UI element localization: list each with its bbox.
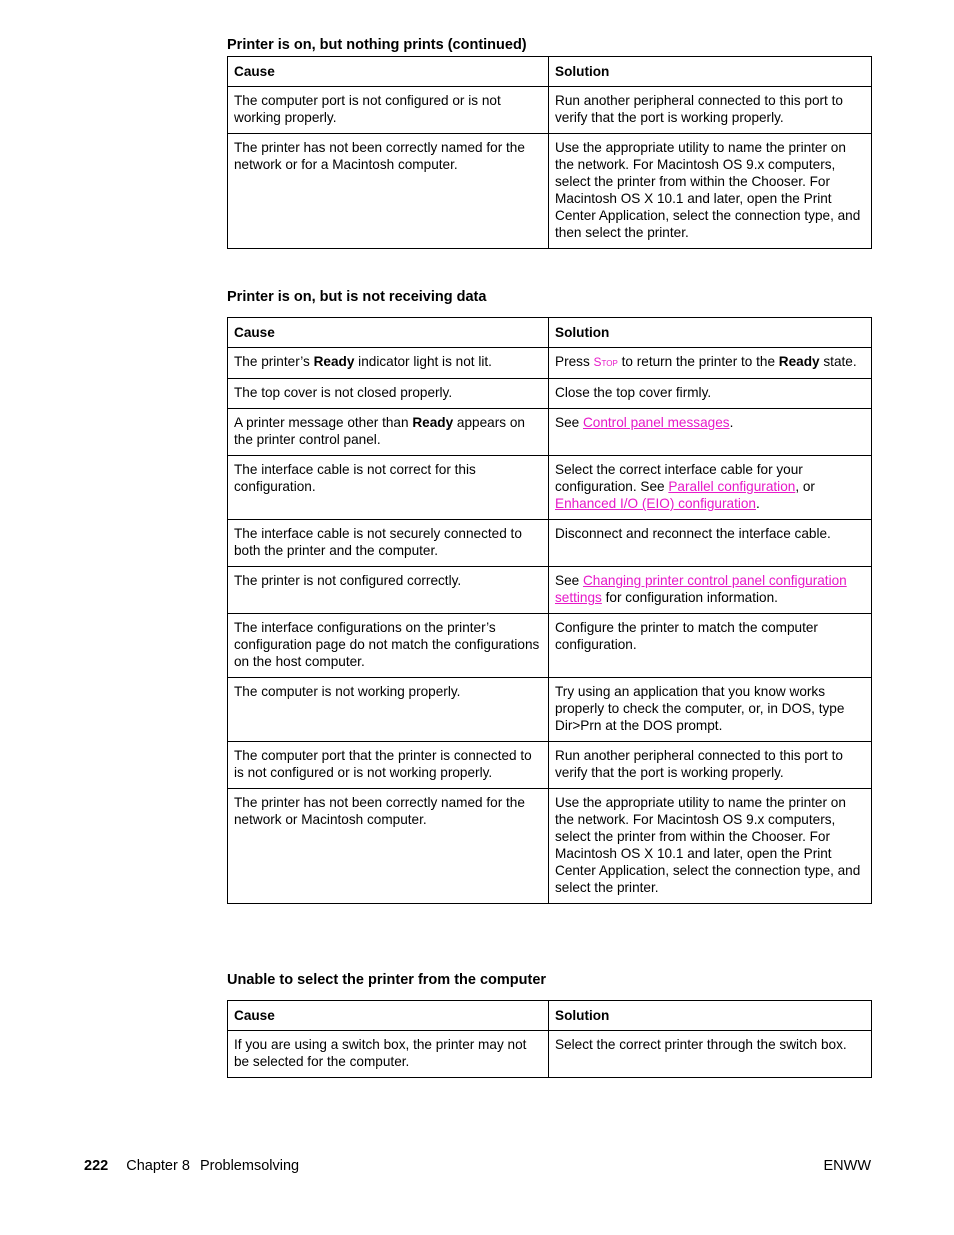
section-title-nothing-prints: Printer is on, but nothing prints (continued) xyxy=(227,37,527,53)
table-header-row xyxy=(228,318,872,348)
solution-text: for configuration information. xyxy=(601,590,778,605)
column-header-cause: Cause xyxy=(228,57,549,87)
cause-cell: The printer is not configured correctly. xyxy=(228,567,549,614)
cause-text: appears on the printer control panel. xyxy=(234,415,525,447)
cause-cell: The top cover is not closed properly. xyxy=(228,379,549,409)
solution-cell: Disconnect and reconnect the interface cable. xyxy=(549,520,872,567)
table-nothing-prints xyxy=(227,56,872,249)
stop-key-label: Stop xyxy=(593,355,618,369)
column-header-solution: Solution xyxy=(549,57,872,87)
table-row xyxy=(228,520,872,567)
solution-cell: Run another peripheral connected to this port to verify that the port is working properly. xyxy=(549,742,872,789)
table-header-row xyxy=(228,57,872,87)
solution-cell: Use the appropriate utility to name the printer on the network. For Macintosh OS 9.x computers, select the printer from within the Chooser. For Macintosh OS X 10.1 and later, open the Print Center Application, select the connection type, and select the printer. xyxy=(549,789,872,904)
doc-code: ENWW xyxy=(823,1158,871,1174)
table-row xyxy=(228,567,872,614)
table-not-receiving-data xyxy=(227,317,872,904)
solution-text: to return the printer to the xyxy=(617,354,779,369)
cause-cell xyxy=(228,409,549,456)
link-eio-configuration[interactable]: Enhanced I/O (EIO) configuration xyxy=(555,496,756,511)
table-header-row xyxy=(228,1001,872,1031)
table-row xyxy=(228,134,872,249)
section-title-unable-to-select: Unable to select the printer from the computer xyxy=(227,972,547,988)
column-header-solution: Solution xyxy=(549,318,872,348)
cause-text: indicator light is not lit. xyxy=(354,354,492,369)
table-row xyxy=(228,789,872,904)
solution-cell: Configure the printer to match the computer configuration. xyxy=(549,614,872,678)
cause-cell: The printer has not been correctly named for the network or for a Macintosh computer. xyxy=(228,134,549,249)
section-title-not-receiving-data: Printer is on, but is not receiving data xyxy=(227,289,487,305)
solution-text: . xyxy=(756,496,760,511)
cause-text: A printer message other than xyxy=(234,415,413,430)
cause-cell: The interface configurations on the printer’s configuration page do not match the configurations on the host computer. xyxy=(228,614,549,678)
link-parallel-configuration[interactable]: Parallel configuration xyxy=(668,479,796,494)
link-changing-control-panel-settings[interactable]: Changing printer control panel configuration settings xyxy=(555,573,847,605)
solution-cell: Use the appropriate utility to name the printer on the network. For Macintosh OS 9.x computers, select the printer from within the Chooser. For Macintosh OS X 10.1 and later, open the Print Center Application, select the connection type, and then select the printer. xyxy=(549,134,872,249)
solution-text: state. xyxy=(819,354,857,369)
cause-cell: The interface cable is not correct for this configuration. xyxy=(228,456,549,520)
table-unable-to-select xyxy=(227,1000,872,1078)
cause-text: The printer’s xyxy=(234,354,314,369)
solution-text: Press xyxy=(555,354,594,369)
cause-cell: The computer is not working properly. xyxy=(228,678,549,742)
page-number: 222 xyxy=(84,1158,109,1174)
column-header-cause: Cause xyxy=(228,318,549,348)
table-row xyxy=(228,348,872,379)
solution-cell xyxy=(549,348,872,379)
solution-cell: Try using an application that you know works properly to check the computer, or, in DOS, type Dir>Prn at the DOS prompt. xyxy=(549,678,872,742)
chapter-title: Problemsolving xyxy=(199,1158,300,1174)
table-row xyxy=(228,409,872,456)
table-row xyxy=(228,742,872,789)
solution-cell: Run another peripheral connected to this port to verify that the port is working properly. xyxy=(549,87,872,134)
page-footer-left xyxy=(84,1158,299,1174)
solution-text: Select the correct interface cable for your configuration. See xyxy=(555,462,803,494)
ready-label: Ready xyxy=(778,354,820,369)
solution-text: See xyxy=(555,415,583,430)
table-row xyxy=(228,87,872,134)
solution-text: See xyxy=(555,573,583,588)
table-row xyxy=(228,678,872,742)
solution-cell xyxy=(549,567,872,614)
solution-cell xyxy=(549,456,872,520)
column-header-cause: Cause xyxy=(228,1001,549,1031)
column-header-solution: Solution xyxy=(549,1001,872,1031)
ready-label: Ready xyxy=(313,354,355,369)
table-row xyxy=(228,1031,872,1078)
cause-cell: If you are using a switch box, the printer may not be selected for the computer. xyxy=(228,1031,549,1078)
cause-cell: The printer has not been correctly named for the network or Macintosh computer. xyxy=(228,789,549,904)
cause-cell xyxy=(228,348,549,379)
solution-text: , or xyxy=(795,479,815,494)
solution-text: . xyxy=(729,415,734,430)
ready-label: Ready xyxy=(412,415,454,430)
cause-cell: The computer port is not configured or is not working properly. xyxy=(228,87,549,134)
table-row xyxy=(228,379,872,409)
cause-cell: The interface cable is not securely connected to both the printer and the computer. xyxy=(228,520,549,567)
link-control-panel-messages[interactable]: Control panel messages xyxy=(582,415,730,430)
solution-cell: Select the correct printer through the switch box. xyxy=(549,1031,872,1078)
cause-cell: The computer port that the printer is connected to is not configured or is not working properly. xyxy=(228,742,549,789)
solution-cell xyxy=(549,409,872,456)
table-row xyxy=(228,456,872,520)
table-row xyxy=(228,614,872,678)
chapter-label: Chapter 8 xyxy=(126,1158,190,1174)
solution-cell: Close the top cover firmly. xyxy=(549,379,872,409)
